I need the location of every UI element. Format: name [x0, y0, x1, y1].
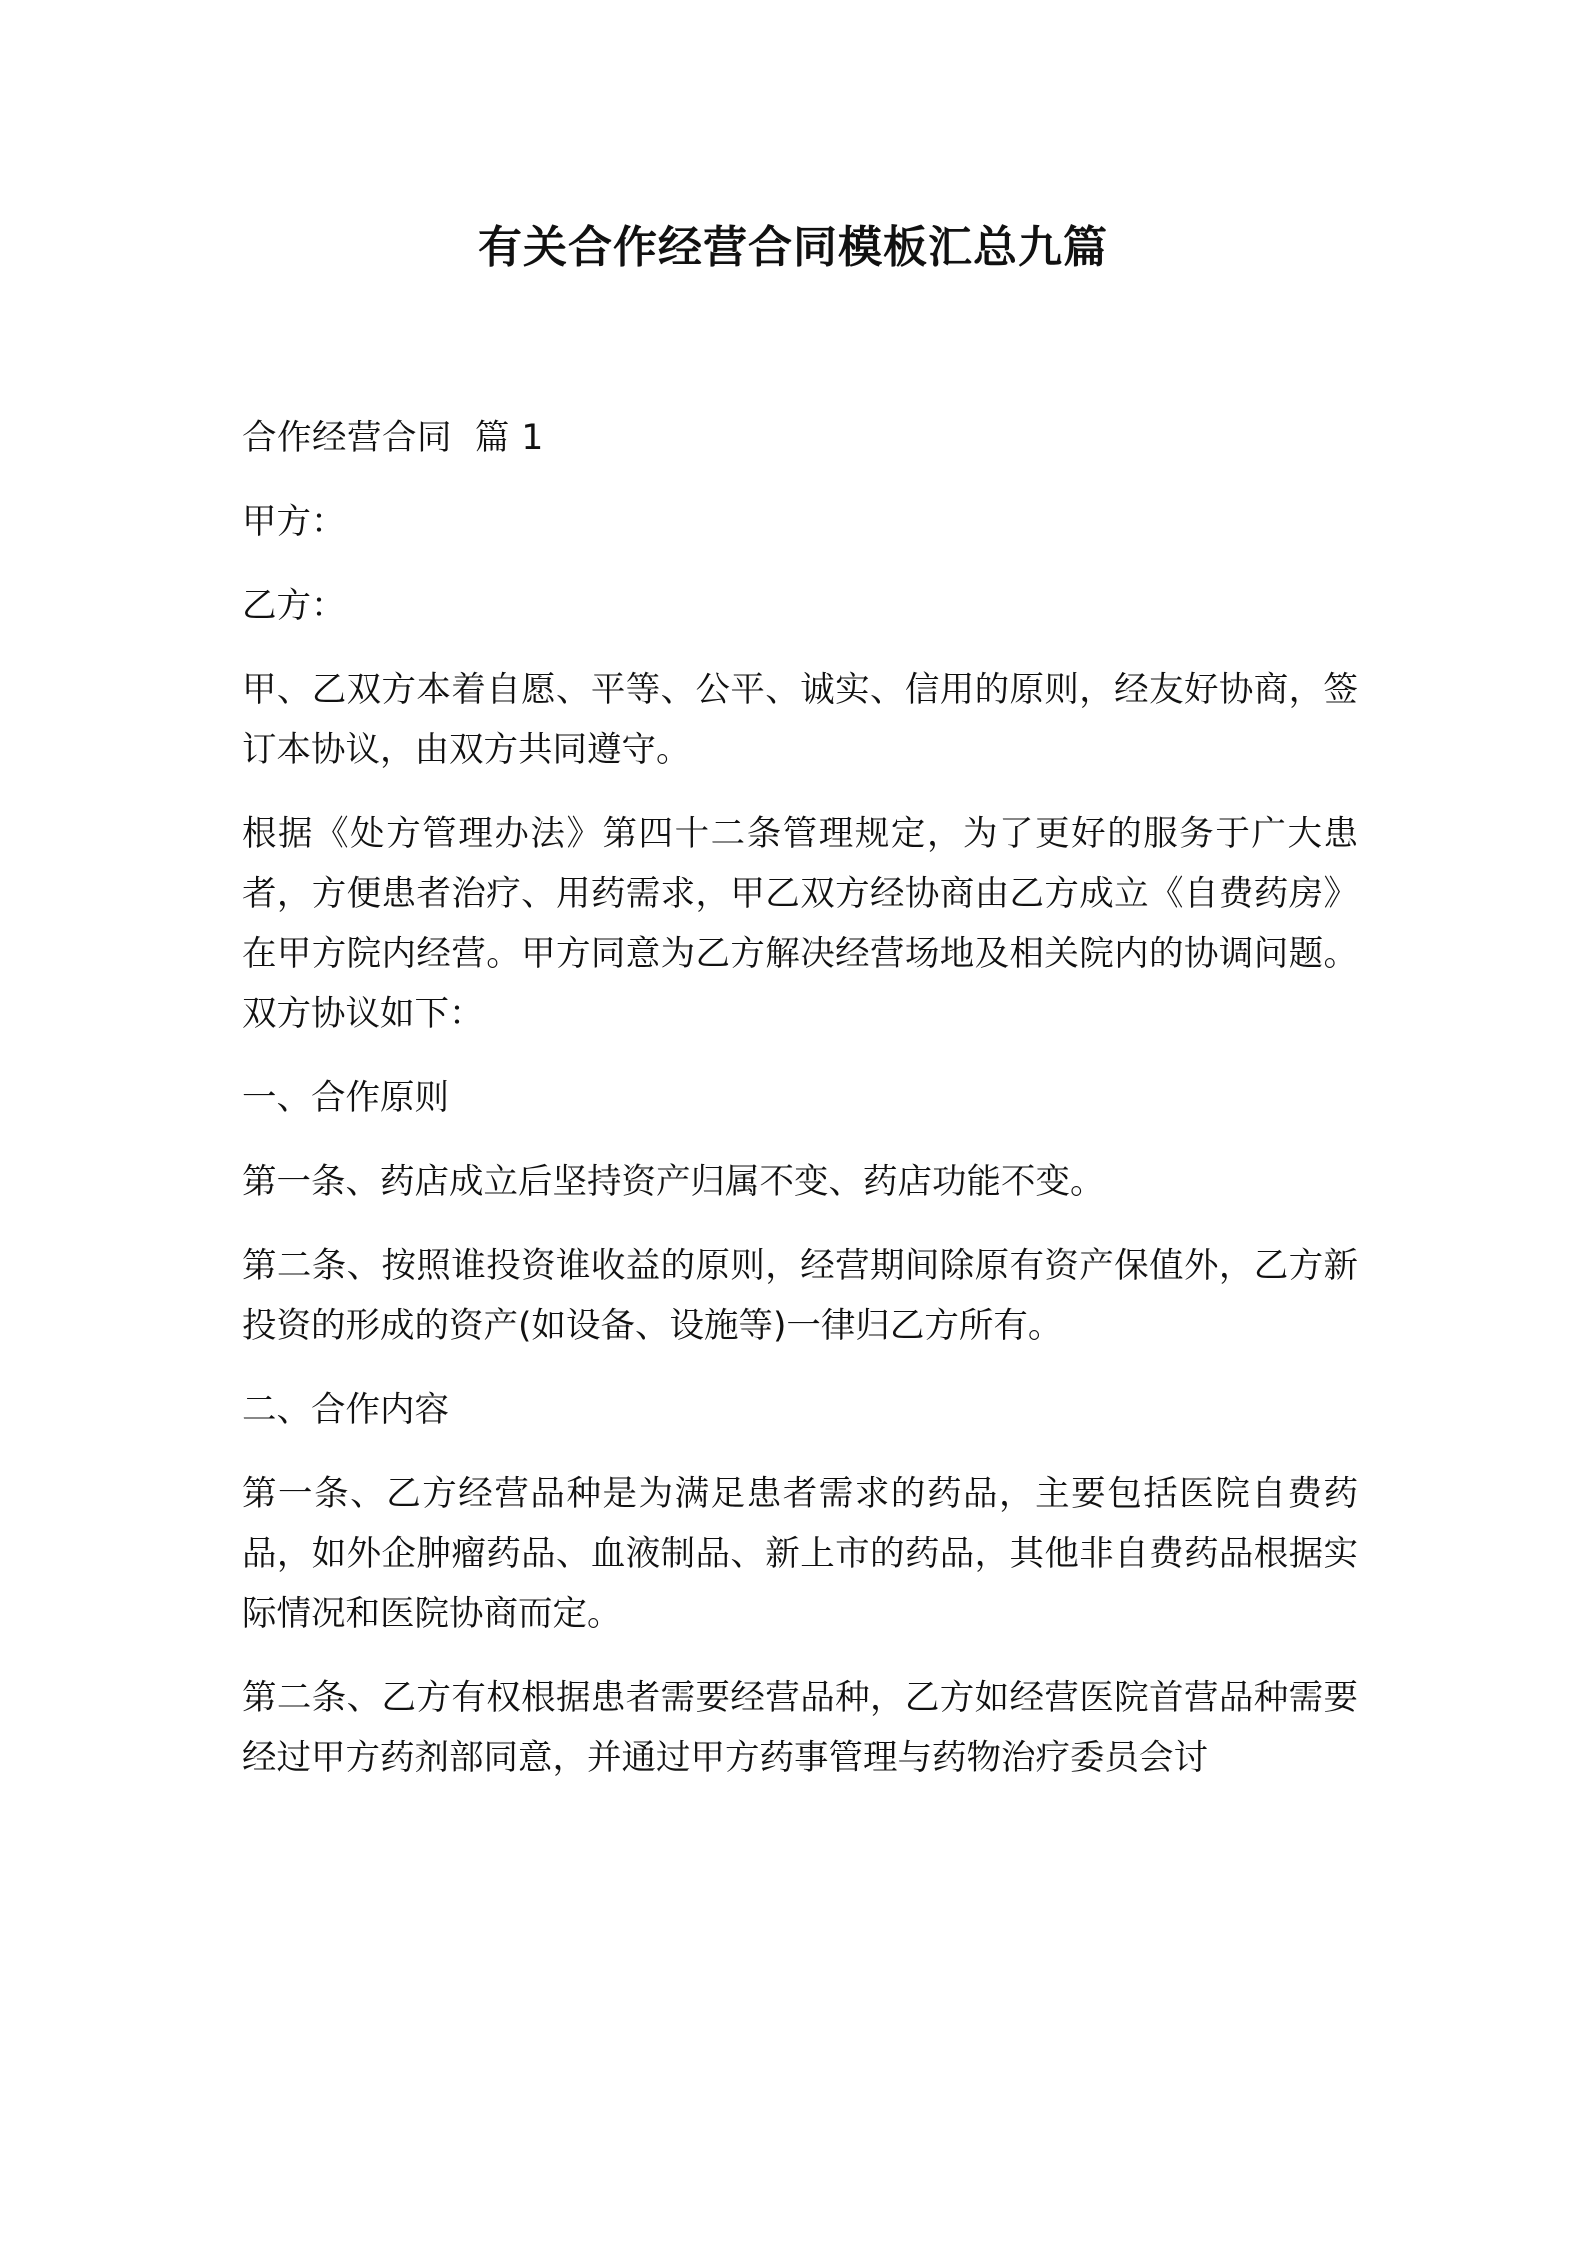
- section-heading-principles: 一、合作原则: [242, 1078, 449, 1118]
- preamble-paragraph: 甲、乙双方本着自愿、平等、公平、诚实、信用的原则，经友好协商，签订本协议，由双方共同遵守。: [242, 670, 1358, 770]
- content-article-2: 第二条、乙方有权根据患者需要经营品种，乙方如经营医院首营品种需要经过甲方药剂部同意，并通过甲方药事管理与药物治疗委员会讨: [242, 1678, 1358, 1778]
- document-title: 有关合作经营合同模板汇总九篇: [478, 222, 1108, 273]
- principle-article-1: 第一条、药店成立后坚持资产归属不变、药店功能不变。: [242, 1162, 1105, 1202]
- background-paragraph: 根据《处方管理办法》第四十二条管理规定，为了更好的服务于广大患者，方便患者治疗、用药需求，甲乙双方经协商由乙方成立《自费药房》在甲方院内经营。甲方同意为乙方解决经营场地及相关院内的协调问题。双方协议如下：: [242, 814, 1358, 1034]
- principle-article-2: 第二条、按照谁投资谁收益的原则，经营期间除原有资产保值外，乙方新投资的形成的资产(如设备、设施等)一律归乙方所有。: [242, 1246, 1358, 1346]
- section-heading-content: 二、合作内容: [242, 1390, 449, 1430]
- party-a-line: 甲方：: [242, 502, 346, 542]
- party-b-line: 乙方：: [242, 586, 346, 626]
- document-body: [242, 408, 1358, 1812]
- section-heading-part-1: 合作经营合同 篇 1: [242, 418, 544, 458]
- content-article-1: 第一条、乙方经营品种是为满足患者需求的药品，主要包括医院自费药品，如外企肿瘤药品、血液制品、新上市的药品，其他非自费药品根据实际情况和医院协商而定。: [242, 1474, 1358, 1634]
